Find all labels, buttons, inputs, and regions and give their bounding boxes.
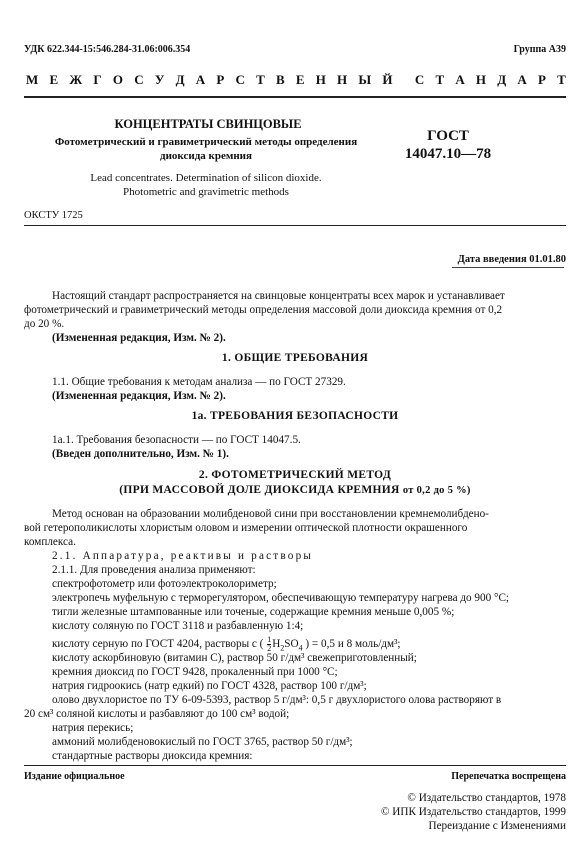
banner-rule <box>24 96 566 98</box>
list-item: электропечь муфельную с терморегулятором, обеспечивающую температуру нагрева до 900 °С; <box>52 592 510 604</box>
standard-banner <box>26 72 566 90</box>
list-item: натрия перекись; <box>52 722 134 734</box>
formula-sub-2: 2 <box>280 643 285 653</box>
banner-letter: С <box>134 72 144 87</box>
okstu-code: ОКСТУ 1725 <box>24 210 83 221</box>
list-item: кислоту аскорбиновую (витамин С), раствор 50 г/дм³ свежеприготовленный; <box>52 652 417 664</box>
list-item: натрия гидроокись (натр едкий) по ГОСТ 4328, раствор 100 г/дм³; <box>52 680 367 692</box>
section-1a-note: (Введен дополнительно, Изм. № 1). <box>52 448 229 460</box>
gost-number: 14047.10—78 <box>404 146 492 162</box>
list-item: аммоний молибденовокислый по ГОСТ 3765, раствор 50 г/дм³; <box>52 736 353 748</box>
formula-sub-4: 4 <box>298 643 303 653</box>
document-subtitle-line2: диоксида кремния <box>160 150 252 162</box>
intro-date <box>458 254 566 265</box>
section-1a-heading: 1а. ТРЕБОВАНИЯ БЕЗОПАСНОСТИ <box>191 410 399 422</box>
banner-letter: А <box>455 72 465 87</box>
banner-letter: Е <box>295 72 305 87</box>
banner-letter: Н <box>337 72 348 87</box>
list-item: кислоту соляную по ГОСТ 3118 и разбавленную 1:4; <box>52 620 304 632</box>
sulfuric-rest: ) = 0,5 и 8 моль/дм³; <box>305 638 401 651</box>
intro-line1: Настоящий стандарт распространяется на свинцовые концентраты всех марок и устанавливает <box>52 290 505 302</box>
list-item: кремния диоксид по ГОСТ 9428, прокаленный при 1000 °С; <box>52 666 338 678</box>
formula-so: SO <box>284 638 299 651</box>
english-title-line2: Photometric and gravimetric methods <box>123 186 289 198</box>
group-code: Группа А39 <box>513 44 566 55</box>
banner-letter: У <box>154 72 165 87</box>
banner-letter: С <box>235 72 245 87</box>
intro-note: (Измененная редакция, Изм. № 2). <box>52 332 226 344</box>
intro-line2: фотометрический и гравиметрический методы определения массовой доли диоксида кремния от 0,2 <box>24 304 503 316</box>
banner-letter: Т <box>435 72 445 87</box>
banner-letter: Т <box>557 72 566 87</box>
banner-letter: Н <box>475 72 487 87</box>
footer-rule <box>24 765 566 766</box>
english-title-line1: Lead concentrates. Determination of silicon dioxide. <box>90 172 322 184</box>
footer-reprint-prohibited: Перепечатка воспрещена <box>451 771 566 782</box>
paragraph-2-1-1: 2.1.1. Для проведения анализа применяют: <box>52 564 256 576</box>
banner-letter: А <box>517 72 527 87</box>
list-item: спектрофотометр или фотоэлектроколориметр; <box>52 578 277 590</box>
list-item-continuation: 20 см³ соляной кислоты и разбавляют до 100 см³ водой; <box>24 708 290 720</box>
section-1a-paragraph: 1а.1. Требования безопасности — по ГОСТ 14047.5. <box>52 434 301 446</box>
banner-letter: Р <box>538 72 546 87</box>
copyright-1999: © ИПК Издательство стандартов, 1999 <box>380 806 566 818</box>
banner-letter: М <box>26 72 39 87</box>
banner-letter: Ы <box>358 72 372 87</box>
paragraph-2-1: 2.1. Аппаратура, реактивы и растворы <box>52 550 314 562</box>
banner-letter: Д <box>175 72 185 87</box>
method-line2: вой гетерополикислоты хлористым оловом и измерении оптической плотности окрашенного <box>24 522 468 534</box>
banner-letter: Р <box>216 72 225 87</box>
banner-letter: О <box>112 72 124 87</box>
banner-letter: Т <box>256 72 265 87</box>
banner-letter: Е <box>49 72 59 87</box>
intro-date-value: 01.01.80 <box>529 254 566 265</box>
footer-official-edition: Издание официальное <box>24 771 125 782</box>
section-2-subheading <box>24 484 566 496</box>
banner-letter: Ж <box>69 72 83 87</box>
section-2-heading: 2. ФОТОМЕТРИЧЕСКИЙ МЕТОД <box>198 469 392 481</box>
fraction-one-half <box>267 636 271 653</box>
fraction-numerator: 1 <box>267 635 272 644</box>
formula-h: H <box>272 638 281 651</box>
list-item: стандартные растворы диоксида кремния: <box>52 750 253 762</box>
section-1-paragraph: 1.1. Общие требования к методам анализа — по ГОСТ 27329. <box>52 376 346 388</box>
reissue-note: Переиздание с Изменениями <box>428 820 566 832</box>
intro-line3: до 20 %. <box>24 318 65 330</box>
list-item: тигли железные штампованные или точеные, содержащие кремния меньше 0,005 %; <box>52 606 455 618</box>
list-item: олово двухлористое по ТУ 6-09-5393, раствор 5 г/дм³: 0,5 г двухлористого олова растворяют в <box>52 694 502 706</box>
title-rule <box>24 225 566 226</box>
banner-letter: Г <box>93 72 102 87</box>
method-line3: комплекса. <box>24 536 76 548</box>
list-item-sulfuric-acid <box>52 636 401 653</box>
document-title: КОНЦЕНТРАТЫ СВИНЦОВЫЕ <box>114 117 302 131</box>
banner-letter: А <box>195 72 206 87</box>
date-underline <box>452 267 564 268</box>
banner-letter: Й <box>382 72 393 87</box>
banner-letter: Н <box>315 72 326 87</box>
section-1-heading: 1. ОБЩИЕ ТРЕБОВАНИЯ <box>221 352 369 364</box>
udk-code: УДК 622.344-15:546.284-31.06:006.354 <box>24 44 191 55</box>
document-subtitle-line1: Фотометрический и гравиметрический методы определения <box>54 136 358 148</box>
banner-letter: В <box>275 72 285 87</box>
banner-letter: Д <box>497 72 507 87</box>
gost-label: ГОСТ <box>427 128 469 144</box>
banner-letter: С <box>414 72 425 87</box>
intro-date-label: Дата введения <box>457 254 527 265</box>
section-2-subheading-main: (ПРИ МАССОВОЙ ДОЛЕ ДИОКСИДА КРЕМНИЯ <box>119 484 400 496</box>
sulfuric-text: кислоту серную по ГОСТ 4204, растворы с ( <box>52 638 264 651</box>
section-1-note: (Измененная редакция, Изм. № 2). <box>52 390 226 402</box>
method-line1: Метод основан на образовании молибденовой сини при восстановлении кремнемолибдено- <box>52 508 489 520</box>
copyright-1978: © Издательство стандартов, 1978 <box>407 792 566 804</box>
section-2-subheading-range: от 0,2 до 5 %) <box>402 485 471 496</box>
fraction-denominator: 2 <box>267 644 272 653</box>
